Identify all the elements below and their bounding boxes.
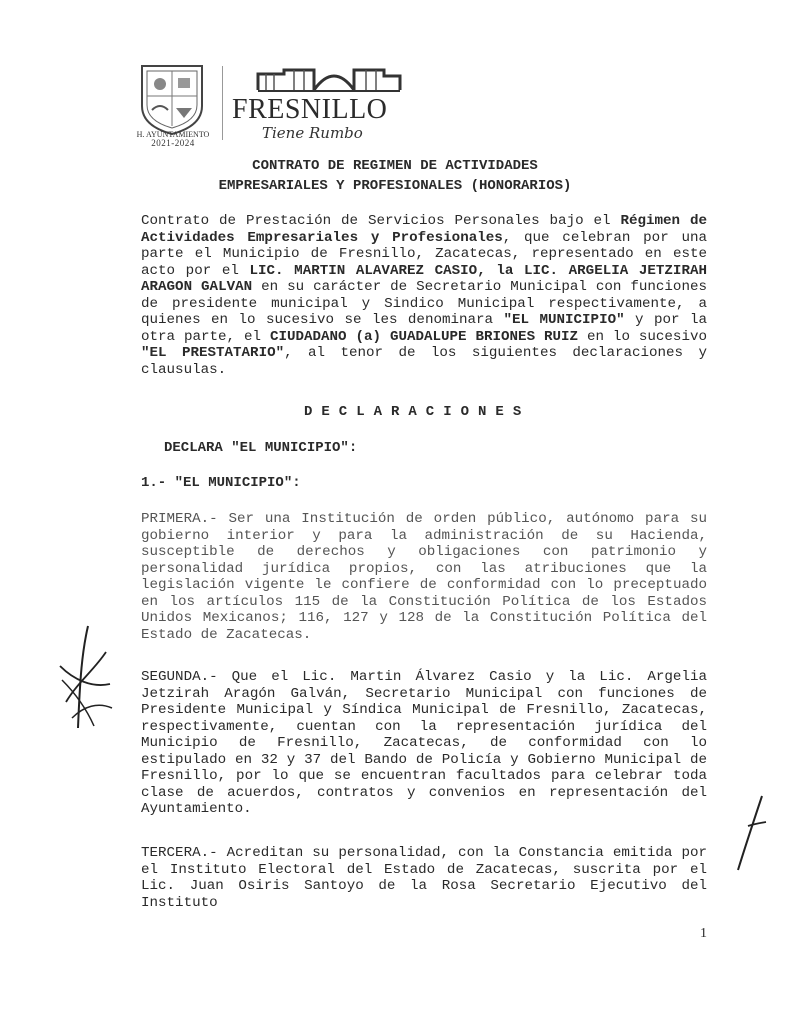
intro-text: en su carácter de Secretario Municipal con funciones de presidente municipal y Sindico Municipal respectivamente, a quienes en lo sucesivo se les denominara bbox=[141, 279, 707, 328]
fresnillo-logo bbox=[232, 60, 422, 150]
municipal-seal-icon bbox=[136, 60, 208, 140]
intro-paragraph bbox=[141, 213, 707, 378]
letterhead bbox=[136, 60, 436, 150]
seal-caption-top: H. AYUNTAMIENTO bbox=[136, 130, 210, 139]
seal-caption bbox=[136, 130, 210, 148]
intro-text: en lo sucesivo bbox=[578, 328, 707, 345]
intro-bold-el-prestatario: "EL PRESTATARIO" bbox=[141, 345, 285, 361]
primera-paragraph: PRIMERA.- Ser una Institución de orden público, autónomo para su gobierno interior y para la administración de su Hacienda, susceptible de derechos y obligaciones con patrimonio y personalidad jurídica propios, con las atribuciones que la legislación vigente le confiere de conformidad con lo preceptuado en los artículos 115 de la Constitución Política de los Estados Unidos Mexicanos; 116, 127 y 128 de la Constitución Política del Estado de Zacatecas. bbox=[141, 511, 707, 643]
intro-text: , que celebran por una parte el Municipio de Fresnillo, Zacatecas, representado en este acto por el bbox=[141, 229, 707, 279]
section-1-heading: 1.- "EL MUNICIPIO": bbox=[141, 475, 301, 491]
initials-mark-icon bbox=[728, 790, 772, 874]
tercera-paragraph: TERCERA.- Acreditan su personalidad, con la Constancia emitida por el Instituto Electoral del Estado de Zacatecas, suscrita por el Lic. Juan Osiris Santoyo de la Rosa Secretario Ejecutivo del Instituto bbox=[141, 845, 707, 911]
segunda-paragraph: SEGUNDA.- Que el Lic. Martin Álvarez Casio y la Lic. Argelia Jetzirah Aragón Galván, Secretario Municipal con funciones de Presidente Municipal y Síndica Municipal de Fresnillo, Zacatecas, respectivamente, cuentan con la representación jurídica del Municipio de Fresnillo, Zacatecas, de conformidad con lo estipulado en 32 y 37 del Bando de Policía y Gobierno Municipal de Fresnillo, por lo que se encuentran facultados para celebrar toda clase de acuerdos, contratos y convenios en representación del Ayuntamiento. bbox=[141, 669, 707, 817]
title-line-2: EMPRESARIALES Y PROFESIONALES (HONORARIOS) bbox=[218, 178, 572, 194]
intro-text: y por la otra parte, el bbox=[141, 312, 708, 345]
brand-name: FRESNILLO bbox=[232, 94, 388, 125]
intro-text: , al tenor de los siguientes declaraciones y clausulas. bbox=[141, 345, 707, 378]
declara-municipio-heading: DECLARA "EL MUNICIPIO": bbox=[164, 440, 358, 456]
page-number: 1 bbox=[700, 926, 707, 941]
intro-bold-ciudadano: CIUDADANO (a) GUADALUPE BRIONES RUIZ bbox=[269, 328, 579, 345]
intro-bold-representatives: LIC. MARTIN ALAVAREZ CASIO, la LIC. ARGELIA JETZIRAH ARAGON GALVAN bbox=[141, 262, 707, 295]
intro-bold-el-municipio: "EL MUNICIPIO" bbox=[503, 312, 625, 328]
header-divider bbox=[222, 66, 223, 140]
brand-tagline: Tiene Rumbo bbox=[262, 124, 363, 142]
intro-text: Contrato de Prestación de Servicios Personales bajo el bbox=[141, 213, 621, 229]
title-line-1: CONTRATO DE REGIMEN DE ACTIVIDADES bbox=[252, 158, 538, 174]
city-skyline-icon bbox=[254, 60, 404, 94]
intro-bold-regimen: Régimen de Actividades Empresariales y Profesionales bbox=[141, 213, 708, 246]
handwritten-signature-icon bbox=[52, 622, 118, 734]
document-title bbox=[140, 156, 650, 196]
seal-caption-years: 2021-2024 bbox=[151, 138, 195, 148]
declaraciones-heading: DECLARACIONES bbox=[304, 404, 531, 420]
